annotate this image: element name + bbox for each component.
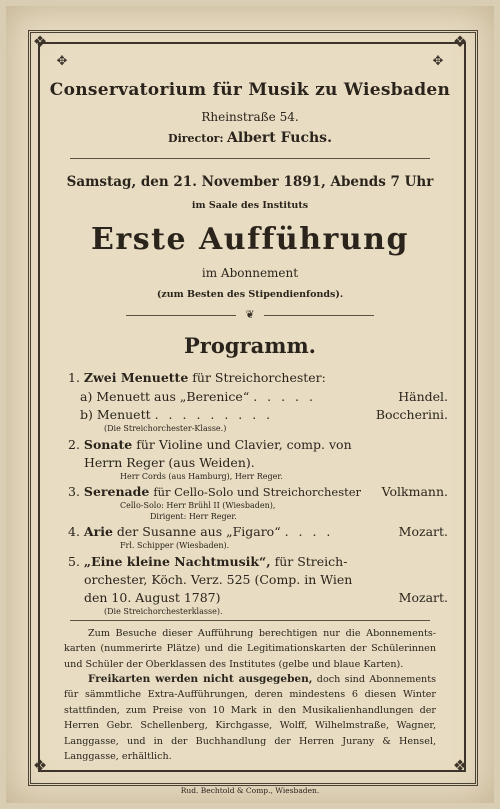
inner-corner-ornament-icon: ✥ — [432, 54, 444, 69]
program-heading: Programm. — [184, 333, 316, 358]
printer-credit: Rud. Bechtold & Comp., Wiesbaden. — [180, 786, 320, 795]
address: Rheinstraße 54. — [201, 110, 299, 124]
program-item-1a: a) Menuett aus „Berenice“ . . . . . Händel. — [80, 389, 448, 404]
director-name: Albert Fuchs. — [227, 130, 332, 146]
item-text: den 10. August 1787) — [84, 590, 221, 605]
director-line — [0, 130, 500, 146]
performer-note: Herr Cords (aus Hamburg), Herr Reger. — [120, 472, 283, 481]
item-sub: b) — [80, 407, 93, 422]
item-title: „Eine kleine Nachtmusik“, — [83, 554, 271, 569]
program-item-5-cont: orchester, Köch. Verz. 525 (Comp. in Wien — [84, 572, 353, 587]
director-label: Director: — [168, 132, 224, 145]
corner-ornament-icon: ❖ — [452, 32, 468, 51]
admission-notice: Zum Besuche dieser Aufführung berechtigen nur die Abonnements-karten (nummerirte Plätze) und die Legitimationskarten der Schülerinnen und Schüler der Oberklassen des Institutes (gelbe und blaue Karten). — [64, 628, 436, 670]
performer-note: Frl. Schipper (Wiesbaden). — [120, 541, 230, 550]
item-text: der Susanne aus „Figaro“ — [116, 524, 281, 539]
item-composer: Mozart. — [398, 590, 448, 605]
item-composer: Boccherini. — [375, 407, 448, 422]
item-number: 2. — [68, 437, 80, 452]
item-number: 3. — [68, 484, 80, 499]
date-line: Samstag, den 21. November 1891, Abends 7 Uhr — [66, 174, 434, 190]
corner-ornament-icon: ❖ — [452, 756, 468, 775]
item-text: Menuett aus „Berenice“ — [96, 389, 250, 404]
event-title: Erste Aufführung — [91, 222, 409, 257]
item-composer: Mozart. — [398, 524, 448, 539]
program-item-5 — [68, 554, 448, 569]
program-item-1b: b) Menuett . . . . . . . . . Boccherini. — [80, 407, 448, 422]
performer-note: (Die Streichorchester-Klasse.) — [104, 424, 227, 433]
program-item-2-cont: Herrn Reger (aus Weiden). — [84, 455, 255, 470]
ticket-notice-text: doch sind Abonnements für sämmtliche Extra-Aufführungen, deren mindestens 6 diesen Winter stattfinden, zum Preise von 10 Mark in den Musikalienhandlungen der Herren Gebr. Schellenberg, Kirchgasse, Wolff, Wilhelmstraße, Wagner, Langgasse, und in der Buchhandlung der Herren Jurany & Hensel, Langgasse, erhältlich. — [64, 674, 436, 763]
item-title: Arie — [83, 524, 113, 539]
program-item-4: 4. Arie der Susanne aus „Figaro“ . . . . Mozart. — [68, 524, 448, 539]
program-item-1 — [68, 370, 448, 385]
corner-ornament-icon: ❖ — [32, 756, 48, 775]
venue: im Saale des Instituts — [191, 200, 309, 211]
item-text: für Streichorchester: — [192, 370, 326, 385]
item-sub: a) — [80, 389, 93, 404]
item-number: 1. — [68, 370, 80, 385]
divider — [70, 158, 430, 159]
item-title: Serenade — [83, 484, 150, 499]
item-composer: Volkmann. — [381, 484, 448, 499]
subtitle: im Abonnement — [201, 266, 299, 280]
corner-ornament-icon: ❖ — [32, 32, 48, 51]
program-item-3 — [68, 484, 448, 499]
inner-corner-ornament-icon: ✥ — [56, 54, 68, 69]
divider-left — [126, 315, 236, 316]
divider — [70, 620, 430, 621]
item-text: Menuett — [96, 407, 151, 422]
flourish-icon: ❦ — [245, 308, 255, 321]
item-text: für Cello-Solo und Streichorchester — [153, 485, 362, 499]
item-text: für Violine und Clavier, comp. von — [136, 437, 352, 452]
program-item-2 — [68, 437, 448, 452]
ticket-notice — [64, 672, 436, 764]
performer-note: Dirigent: Herr Reger. — [150, 512, 237, 521]
program-item-5-cont2 — [84, 590, 448, 605]
ticket-notice-bold: Freikarten werden nicht ausgegeben, — [88, 673, 313, 685]
institution-name: Conservatorium für Musik zu Wiesbaden — [49, 80, 451, 100]
divider-right — [264, 315, 374, 316]
item-number: 5. — [68, 554, 80, 569]
item-composer: Händel. — [398, 389, 448, 404]
item-text: für Streich- — [274, 554, 348, 569]
performer-note: Cello-Solo: Herr Brühl II (Wiesbaden), — [120, 501, 276, 510]
performer-note: (Die Streichorchesterklasse). — [104, 607, 223, 616]
item-title: Sonate — [83, 437, 133, 452]
item-title: Zwei Menuette — [83, 370, 189, 385]
benefit-note: (zum Besten des Stipendienfonds). — [156, 289, 344, 300]
item-number: 4. — [68, 524, 80, 539]
